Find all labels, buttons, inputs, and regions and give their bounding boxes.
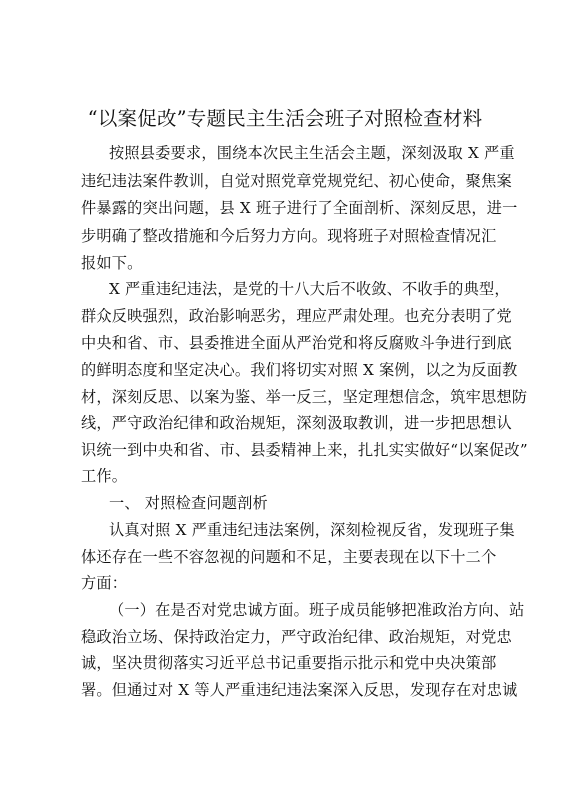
paragraph-line: 的鲜明态度和坚定决心。我们将切实对照 X 案例，以之为反面教: [81, 361, 518, 379]
document-title: “以案促改”专题民主生活会班子对照检查材料: [87, 107, 483, 130]
paragraph-line: X 严重违纪违法，是党的十八大后不收敛、不收手的典型，: [109, 280, 510, 298]
paragraph-line: 线，严守政治纪律和政治规矩，深刻汲取教训，进一步把思想认: [81, 414, 512, 432]
paragraph-line: 稳政治立场、保持政治定力，严守政治纪律、政治规矩，对党忠: [81, 628, 512, 646]
paragraph-line: 件暴露的突出问题，县 X 班子进行了全面剖析、深刻反思，进一: [81, 199, 518, 217]
paragraph-line: 方面：: [81, 574, 128, 592]
paragraph-line: 诚，坚决贯彻落实习近平总书记重要指示批示和党中央决策部: [81, 654, 497, 672]
paragraph-line: 违纪违法案件教训，自觉对照党章党规党纪、初心使命，聚焦案: [81, 172, 512, 190]
paragraph-line: 群众反映强烈，政治影响恶劣，理应严肃处理。也充分表明了党: [81, 307, 512, 325]
paragraph-line: 体还存在一些不容忽视的问题和不足，主要表现在以下十二个: [81, 548, 497, 566]
section-heading: 一、 对照检查问题剖析: [109, 494, 268, 512]
paragraph-line: 按照县委要求，围绕本次民主生活会主题，深刻汲取 X 严重: [109, 144, 515, 162]
paragraph-line: 材，深刻反思、以案为鉴、举一反三，坚定理想信念，筑牢思想防: [81, 388, 528, 406]
paragraph-line: 中央和省、市、县委推进全面从严治党和将反腐败斗争进行到底: [81, 334, 512, 352]
paragraph-line: （一）在是否对党忠诚方面。班子成员能够把准政治方向、站: [109, 601, 525, 619]
paragraph-line: 报如下。: [81, 254, 143, 272]
paragraph-line: 署。但通过对 X 等人严重违纪违法案深入反思，发现存在对忠诚: [81, 681, 518, 699]
paragraph-line: 认真对照 X 严重违纪违法案例，深刻检视反省，发现班子集: [109, 521, 515, 539]
paragraph-line: 步明确了整改措施和今后努力方向。现将班子对照检查情况汇: [81, 227, 497, 245]
paragraph-line: 识统一到中央和省、市、县委精神上来，扎扎实实做好“以案促改”: [81, 441, 528, 459]
paragraph-line: 工作。: [81, 467, 128, 485]
